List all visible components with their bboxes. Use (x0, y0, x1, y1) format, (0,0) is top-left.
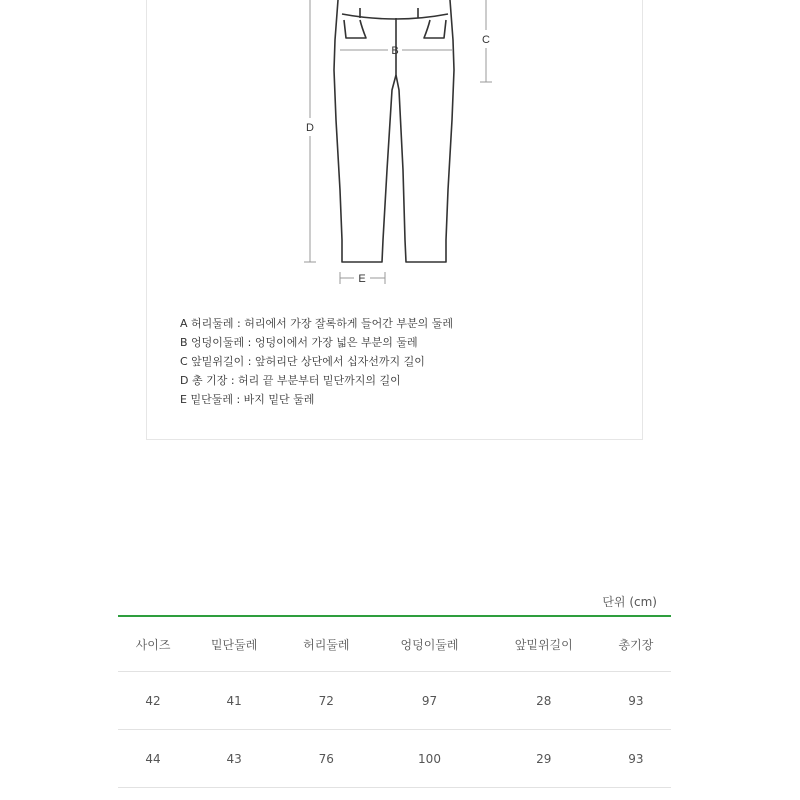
pants-left-leg (334, 0, 399, 262)
table-cell: 72 (280, 672, 372, 730)
label-d: D (306, 122, 314, 134)
table-row (118, 672, 671, 730)
label-e: E (358, 273, 366, 285)
header-size: 사이즈 (118, 616, 188, 672)
waistband (342, 14, 448, 19)
header-front-rise: 앞밑위길이 (487, 616, 601, 672)
table-cell: 100 (372, 730, 486, 788)
legend-item-e: E 밑단둘레 : 바지 밑단 둘레 (180, 393, 315, 406)
table-cell: 42 (118, 672, 188, 730)
front-pocket-right (424, 20, 446, 38)
table-header-row (118, 616, 671, 672)
size-table (118, 615, 671, 788)
header-hem: 밑단둘레 (188, 616, 280, 672)
label-c: C (482, 34, 490, 46)
pants-right-leg (396, 0, 454, 262)
table-cell: 29 (487, 730, 601, 788)
front-pocket-left (344, 20, 366, 38)
label-b: B (391, 45, 399, 57)
measurement-legend (180, 314, 453, 409)
legend-item-b: B 엉덩이둘레 : 엉덩이에서 가장 넓은 부분의 둘레 (180, 336, 418, 349)
legend-item-a: A 허리둘레 : 허리에서 가장 잘록하게 들어간 부분의 둘레 (180, 317, 453, 330)
table-cell: 43 (188, 730, 280, 788)
legend-item-d: D 총 기장 : 허리 끝 부분부터 밑단까지의 길이 (180, 374, 401, 387)
table-cell: 93 (601, 672, 671, 730)
dimension-lines (304, 0, 492, 284)
table-cell: 97 (372, 672, 486, 730)
legend-item-c: C 앞밑위길이 : 앞허리단 상단에서 십자선까지 길이 (180, 355, 425, 368)
table-cell: 41 (188, 672, 280, 730)
table-cell: 44 (118, 730, 188, 788)
table-cell: 93 (601, 730, 671, 788)
table-cell: 28 (487, 672, 601, 730)
table-cell: 76 (280, 730, 372, 788)
pants-outline (334, 0, 454, 262)
unit-label: 단위 (cm) (602, 595, 657, 609)
pants-diagram (290, 0, 510, 300)
table-row (118, 730, 671, 788)
header-total-length: 총기장 (601, 616, 671, 672)
header-hip: 엉덩이둘레 (372, 616, 486, 672)
header-waist: 허리둘레 (280, 616, 372, 672)
